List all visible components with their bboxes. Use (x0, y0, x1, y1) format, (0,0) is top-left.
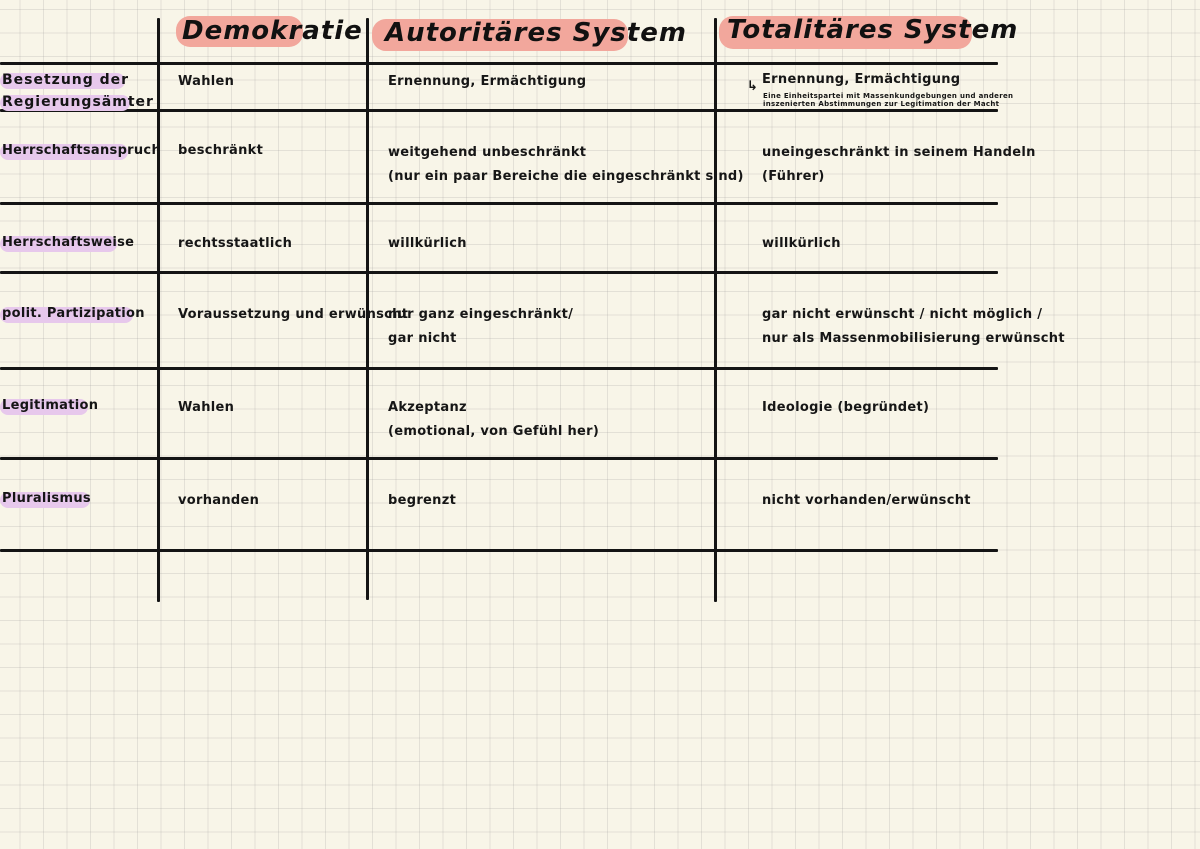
cell-text: (nur ein paar Bereiche die eingeschränkt sind) (388, 169, 744, 184)
header-democracy: Demokratie (182, 16, 363, 46)
column-divider-1 (157, 18, 160, 602)
cell-totalitarian-row-0-note-1: Eine Einheitspartei mit Massenkundgebungen und anderen (763, 92, 1014, 100)
row-divider-5 (0, 457, 998, 460)
cell-authoritarian-row-1 (388, 141, 744, 189)
row-divider-4 (0, 367, 998, 370)
cell-text: willkürlich (388, 236, 467, 251)
cell-text: gar nicht (388, 331, 457, 346)
header-totalitarian: Totalitäres System (727, 15, 1019, 45)
cell-text: Ernennung, Ermächtigung (762, 72, 961, 87)
cell-text: nur ganz eingeschränkt/ (388, 307, 574, 322)
cell-authoritarian-row-2 (388, 232, 467, 256)
cell-text: Wahlen (178, 74, 235, 89)
cell-totalitarian-row-1 (762, 141, 1036, 189)
cell-authoritarian-row-4 (388, 396, 599, 444)
cell-text: nicht vorhanden/erwünscht (762, 493, 971, 508)
row-label-partizipation: polit. Partizipation (2, 306, 145, 321)
cell-totalitarian-row-3 (762, 303, 1065, 351)
cell-text: weitgehend unbeschränkt (388, 145, 587, 160)
cell-authoritarian-row-0 (388, 70, 586, 94)
row-divider-6 (0, 549, 998, 552)
cell-democracy-row-3 (178, 303, 408, 327)
row-label-besetzung-1: Besetzung der (2, 72, 130, 88)
cell-text: Akzeptanz (388, 400, 467, 415)
cell-text: Voraussetzung und erwünscht (178, 307, 409, 322)
header-authoritarian: Autoritäres System (385, 18, 687, 48)
cell-text: beschränkt (178, 143, 264, 158)
cell-text: Wahlen (178, 400, 235, 415)
cell-democracy-row-5 (178, 489, 259, 513)
row-label-besetzung-2: Regierungsämter (2, 94, 154, 110)
column-divider-3 (714, 18, 717, 602)
arrow-icon: ↳ (747, 79, 758, 94)
cell-text: nur als Massenmobilisierung erwünscht (762, 331, 1065, 346)
cell-authoritarian-row-3 (388, 303, 573, 351)
cell-totalitarian-row-0 (762, 68, 960, 92)
row-divider-0 (0, 62, 998, 65)
cell-totalitarian-row-4 (762, 396, 929, 420)
cell-text: vorhanden (178, 493, 260, 508)
cell-text: Ideologie (begründet) (762, 400, 930, 415)
row-divider-3 (0, 271, 998, 274)
cell-text: (emotional, von Gefühl her) (388, 424, 600, 439)
cell-democracy-row-1 (178, 139, 263, 163)
row-label-legitimation: Legitimation (2, 398, 99, 413)
row-label-herrschaftsweise: Herrschaftsweise (2, 235, 135, 250)
cell-totalitarian-row-2 (762, 232, 841, 256)
cell-totalitarian-row-0-note-2: inszenierten Abstimmungen zur Legitimation der Macht (763, 100, 1000, 108)
row-label-pluralismus: Pluralismus (2, 491, 91, 506)
cell-democracy-row-4 (178, 396, 234, 420)
cell-authoritarian-row-5 (388, 489, 456, 513)
cell-text: willkürlich (762, 236, 841, 251)
cell-democracy-row-0 (178, 70, 234, 94)
row-divider-2 (0, 202, 998, 205)
cell-text: uneingeschränkt in seinem Handeln (762, 145, 1036, 160)
cell-text: rechtsstaatlich (178, 236, 293, 251)
cell-text: gar nicht erwünscht / nicht möglich / (762, 307, 1043, 322)
cell-democracy-row-2 (178, 232, 292, 256)
cell-text: Ernennung, Ermächtigung (388, 74, 587, 89)
row-label-herrschaftsanspruch: Herrschaftsanspruch (2, 143, 161, 158)
cell-text: (Führer) (762, 169, 825, 184)
cell-text: begrenzt (388, 493, 457, 508)
cell-totalitarian-row-5 (762, 489, 971, 513)
